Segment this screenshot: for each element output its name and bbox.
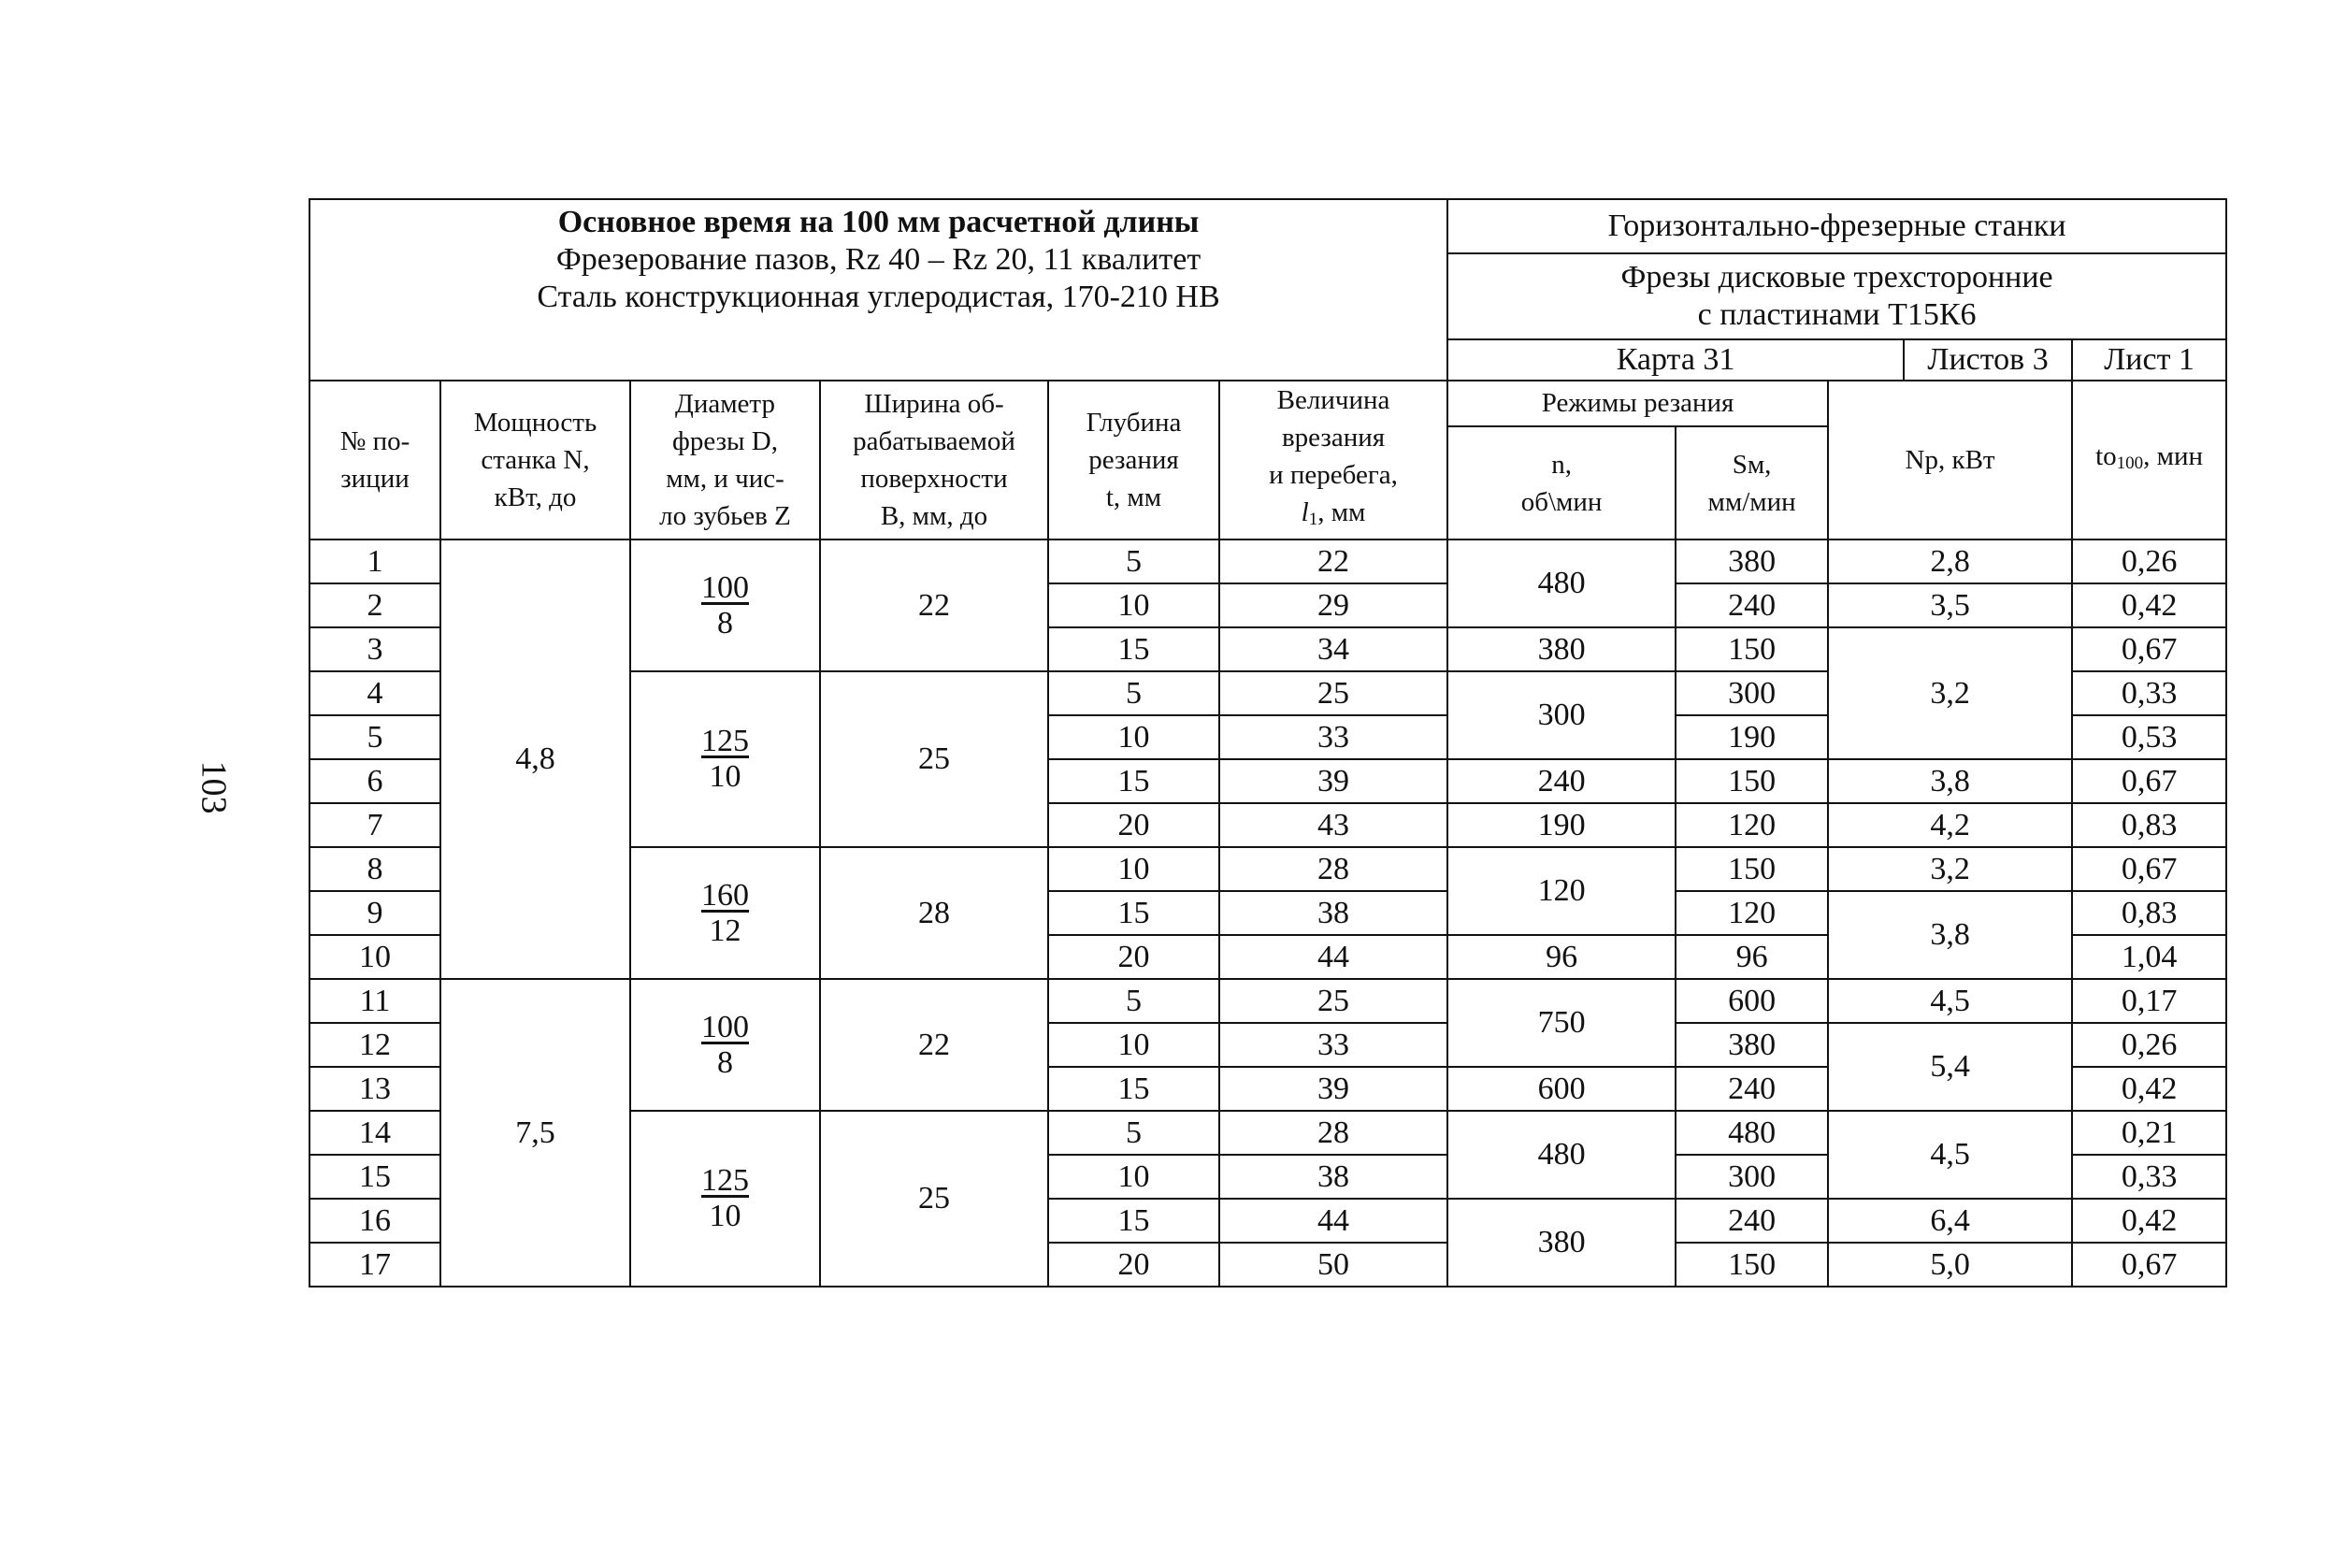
- cell-time: 0,67: [2072, 1243, 2226, 1287]
- header-power: Мощность станка N, кВт, до: [440, 381, 630, 539]
- cell-position: 13: [309, 1067, 440, 1111]
- cell-power-np: 3,5: [1828, 583, 2072, 627]
- cell-depth: 15: [1048, 891, 1219, 935]
- cell-rpm: 750: [1447, 979, 1676, 1067]
- cell-overrun: 28: [1219, 847, 1447, 891]
- cell-rpm: 96: [1447, 935, 1676, 979]
- cell-power: 7,5: [440, 979, 630, 1287]
- cell-feed: 380: [1676, 539, 1828, 583]
- cell-position: 1: [309, 539, 440, 583]
- teeth-count: 10: [709, 759, 741, 794]
- cell-overrun: 25: [1219, 979, 1447, 1023]
- cell-position: 7: [309, 803, 440, 847]
- cell-time: 1,04: [2072, 935, 2226, 979]
- cell-feed: 480: [1676, 1111, 1828, 1155]
- cell-diameter: [630, 979, 820, 1111]
- cell-feed: 120: [1676, 803, 1828, 847]
- header-s: Sм, мм/мин: [1676, 426, 1828, 539]
- cell-position: 12: [309, 1023, 440, 1067]
- cell-rpm: 190: [1447, 803, 1676, 847]
- cutting-time-table: [309, 198, 2227, 1287]
- cell-feed: 300: [1676, 671, 1828, 715]
- cell-time: 0,67: [2072, 847, 2226, 891]
- cell-time: 0,17: [2072, 979, 2226, 1023]
- cell-overrun: 43: [1219, 803, 1447, 847]
- diameter-fraction: [701, 1163, 749, 1234]
- header-position: № по- зиции: [309, 381, 440, 539]
- cell-diameter: [630, 671, 820, 847]
- cell-overrun: 25: [1219, 671, 1447, 715]
- machines-type: Горизонтально-фрезерные станки: [1447, 199, 2226, 253]
- teeth-count: 12: [709, 913, 741, 948]
- teeth-count: 8: [717, 1044, 733, 1080]
- cell-position: 9: [309, 891, 440, 935]
- header-np: Nр, кВт: [1828, 381, 2072, 539]
- cell-position: 17: [309, 1243, 440, 1287]
- cell-overrun: 28: [1219, 1111, 1447, 1155]
- cell-position: 8: [309, 847, 440, 891]
- cell-rpm: 240: [1447, 759, 1676, 803]
- header-cutting-modes: Режимы резания: [1447, 381, 1828, 426]
- cell-overrun: 33: [1219, 1023, 1447, 1067]
- cell-rpm: 600: [1447, 1067, 1676, 1111]
- cell-power-np: 4,5: [1828, 1111, 2072, 1199]
- cell-rpm: 380: [1447, 1199, 1676, 1287]
- cell-width: 22: [820, 539, 1048, 671]
- cell-position: 2: [309, 583, 440, 627]
- cell-feed: 150: [1676, 847, 1828, 891]
- card-number: Карта 31: [1447, 339, 1904, 381]
- cell-width: 22: [820, 979, 1048, 1111]
- cell-feed: 300: [1676, 1155, 1828, 1199]
- cell-position: 4: [309, 671, 440, 715]
- header-width: Ширина об- рабатываемой поверхности B, мм, до: [820, 381, 1048, 539]
- title-line-2: Фрезерование пазов, Rz 40 – Rz 20, 11 квалитет: [555, 242, 1201, 277]
- cell-position: 16: [309, 1199, 440, 1243]
- cell-position: 15: [309, 1155, 440, 1199]
- cell-position: 5: [309, 715, 440, 759]
- header-to: $to_{100}$, мин: [2072, 381, 2226, 539]
- cell-overrun: 39: [1219, 1067, 1447, 1111]
- cell-position: 11: [309, 979, 440, 1023]
- cell-time: 0,33: [2072, 671, 2226, 715]
- diameter-value: 100: [701, 1009, 749, 1044]
- cell-depth: 15: [1048, 1067, 1219, 1111]
- cutters-type: [1447, 253, 2226, 339]
- cell-position: 14: [309, 1111, 440, 1155]
- cell-overrun: 22: [1219, 539, 1447, 583]
- cutters-line-1: Фрезы дисковые трехсторонние: [1620, 260, 2053, 295]
- cell-diameter: [630, 847, 820, 979]
- cell-time: 0,21: [2072, 1111, 2226, 1155]
- header-diameter: Диаметр фрезы D, мм, и чис- ло зубьев Z: [630, 381, 820, 539]
- cell-overrun: 44: [1219, 935, 1447, 979]
- cell-overrun: 38: [1219, 891, 1447, 935]
- diameter-fraction: [701, 878, 749, 949]
- cell-overrun: 44: [1219, 1199, 1447, 1243]
- cell-time: 0,67: [2072, 759, 2226, 803]
- diameter-fraction: [701, 724, 749, 795]
- cell-feed: 96: [1676, 935, 1828, 979]
- cell-width: 25: [820, 671, 1048, 847]
- title-line-1: Основное время на 100 мм расчетной длины: [557, 205, 1200, 239]
- cell-depth: 10: [1048, 583, 1219, 627]
- cell-power-np: 4,2: [1828, 803, 2072, 847]
- cell-power-np: 2,8: [1828, 539, 2072, 583]
- cell-feed: 380: [1676, 1023, 1828, 1067]
- page-number: 103: [194, 760, 234, 814]
- header-depth: Глубина резания t, мм: [1048, 381, 1219, 539]
- diameter-value: 160: [701, 877, 749, 913]
- cell-feed: 240: [1676, 1199, 1828, 1243]
- cell-depth: 15: [1048, 627, 1219, 671]
- table-row: [309, 539, 2226, 583]
- cell-overrun: 38: [1219, 1155, 1447, 1199]
- cell-overrun: 29: [1219, 583, 1447, 627]
- cell-depth: 10: [1048, 1023, 1219, 1067]
- cell-power-np: 3,2: [1828, 627, 2072, 759]
- header-n: n, об\мин: [1447, 426, 1676, 539]
- sheet-number: Лист 1: [2072, 339, 2226, 381]
- cell-feed: 150: [1676, 627, 1828, 671]
- cell-power-np: 6,4: [1828, 1199, 2072, 1243]
- cell-rpm: 300: [1447, 671, 1676, 759]
- cell-depth: 5: [1048, 1111, 1219, 1155]
- cell-depth: 5: [1048, 979, 1219, 1023]
- cell-rpm: 380: [1447, 627, 1676, 671]
- cell-time: 0,83: [2072, 891, 2226, 935]
- cell-overrun: 50: [1219, 1243, 1447, 1287]
- cell-depth: 15: [1048, 759, 1219, 803]
- cell-depth: 5: [1048, 539, 1219, 583]
- cell-power-np: 4,5: [1828, 979, 2072, 1023]
- cell-rpm: 480: [1447, 1111, 1676, 1199]
- cell-depth: 20: [1048, 803, 1219, 847]
- cell-time: 0,33: [2072, 1155, 2226, 1199]
- cell-feed: 240: [1676, 1067, 1828, 1111]
- diameter-value: 125: [701, 724, 749, 758]
- cell-power-np: 5,0: [1828, 1243, 2072, 1287]
- cell-depth: 20: [1048, 935, 1219, 979]
- cell-time: 0,42: [2072, 1199, 2226, 1243]
- cell-time: 0,83: [2072, 803, 2226, 847]
- cell-feed: 150: [1676, 1243, 1828, 1287]
- cell-overrun: 33: [1219, 715, 1447, 759]
- cell-time: 0,42: [2072, 1067, 2226, 1111]
- cell-position: 6: [309, 759, 440, 803]
- cell-feed: 240: [1676, 583, 1828, 627]
- cell-time: 0,42: [2072, 583, 2226, 627]
- cell-depth: 10: [1048, 1155, 1219, 1199]
- cell-depth: 5: [1048, 671, 1219, 715]
- cell-depth: 15: [1048, 1199, 1219, 1243]
- table-title: [309, 199, 1447, 381]
- cell-diameter: [630, 1111, 820, 1287]
- header-overrun: Величина врезания и перебега, $l_1$, мм: [1219, 381, 1447, 539]
- cell-width: 25: [820, 1111, 1048, 1287]
- cell-feed: 150: [1676, 759, 1828, 803]
- cell-position: 3: [309, 627, 440, 671]
- cell-time: 0,53: [2072, 715, 2226, 759]
- cell-rpm: 480: [1447, 539, 1676, 627]
- cell-width: 28: [820, 847, 1048, 979]
- table-row: [309, 979, 2226, 1023]
- diameter-fraction: [701, 570, 749, 641]
- cell-overrun: 34: [1219, 627, 1447, 671]
- cell-time: 0,67: [2072, 627, 2226, 671]
- cell-power-np: 3,8: [1828, 759, 2072, 803]
- diameter-value: 125: [701, 1163, 749, 1198]
- cell-time: 0,26: [2072, 1023, 2226, 1067]
- sheets-count: Листов 3: [1904, 339, 2072, 381]
- cell-power-np: 3,2: [1828, 847, 2072, 891]
- cell-power: 4,8: [440, 539, 630, 979]
- diameter-fraction: [701, 1010, 749, 1081]
- cell-diameter: [630, 539, 820, 671]
- cell-depth: 20: [1048, 1243, 1219, 1287]
- cutters-line-2: с пластинами Т15К6: [1697, 297, 1977, 332]
- cell-feed: 600: [1676, 979, 1828, 1023]
- cell-time: 0,26: [2072, 539, 2226, 583]
- cell-feed: 120: [1676, 891, 1828, 935]
- cell-power-np: 5,4: [1828, 1023, 2072, 1111]
- cell-position: 10: [309, 935, 440, 979]
- title-line-3: Сталь конструкционная углеродистая, 170-210 НВ: [537, 280, 1220, 314]
- cell-power-np: 3,8: [1828, 891, 2072, 979]
- cell-rpm: 120: [1447, 847, 1676, 935]
- cell-feed: 190: [1676, 715, 1828, 759]
- teeth-count: 8: [717, 605, 733, 640]
- cell-depth: 10: [1048, 715, 1219, 759]
- cell-overrun: 39: [1219, 759, 1447, 803]
- diameter-value: 100: [701, 569, 749, 605]
- teeth-count: 10: [709, 1199, 741, 1233]
- cell-depth: 10: [1048, 847, 1219, 891]
